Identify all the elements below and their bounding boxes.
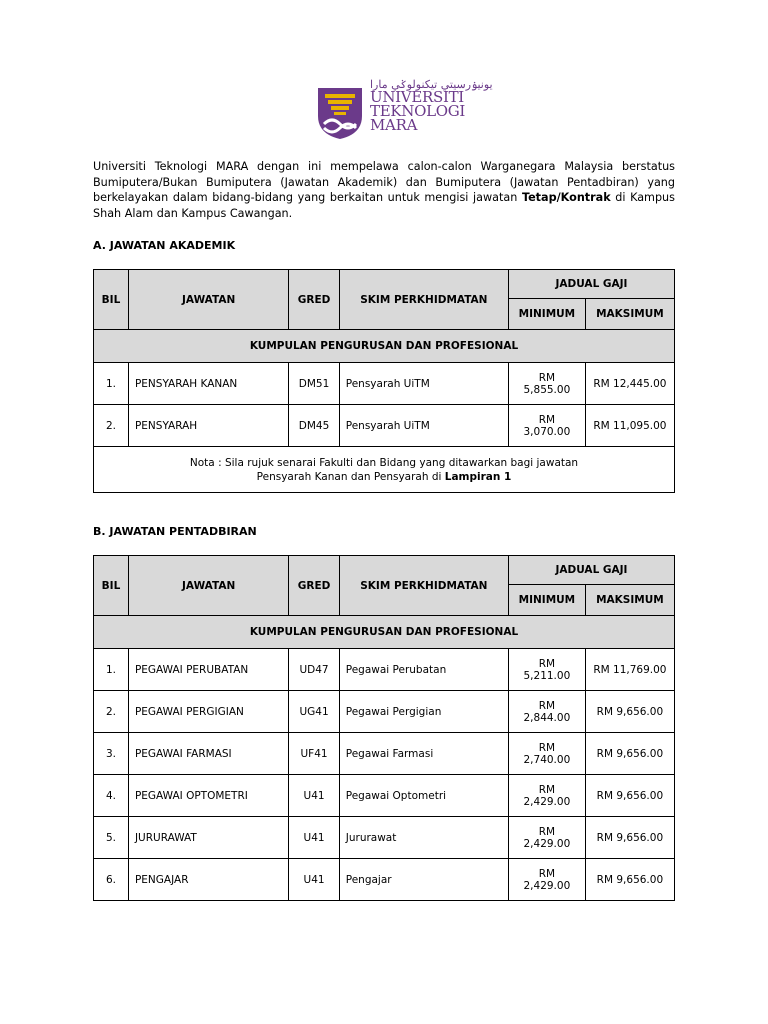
table-row: 1. PEGAWAI PERUBATAN UD47 Pegawai Perubatan RM 5,211.00 RM 11,769.00 (94, 649, 675, 691)
table-row: 2. PENSYARAH DM45 Pensyarah UiTM RM 3,070.00 RM 11,095.00 (94, 405, 675, 447)
col-header-skim: SKIM PERKHIDMATAN (339, 556, 508, 616)
table-row: 1. PENSYARAH KANAN DM51 Pensyarah UiTM RM 5,855.00 RM 12,445.00 (94, 363, 675, 405)
table-row: 4. PEGAWAI OPTOMETRI U41 Pegawai Optometri RM 2,429.00 RM 9,656.00 (94, 775, 675, 817)
group-header: KUMPULAN PENGURUSAN DAN PROFESIONAL (94, 330, 675, 363)
col-header-jadual-gaji: JADUAL GAJI (508, 556, 674, 585)
table-row: 6. PENGAJAR U41 Pengajar RM 2,429.00 RM 9,656.00 (94, 859, 675, 901)
table-row: 3. PEGAWAI FARMASI UF41 Pegawai Farmasi RM 2,740.00 RM 9,656.00 (94, 733, 675, 775)
table-row: 2. PEGAWAI PERGIGIAN UG41 Pegawai Pergigian RM 2,844.00 RM 9,656.00 (94, 691, 675, 733)
table-note: Nota : Sila rujuk senarai Fakulti dan Bidang yang ditawarkan bagi jawatan Pensyarah Kanan dan Pensyarah di Lampiran 1 (94, 447, 675, 493)
academic-positions-table (93, 269, 675, 493)
uitm-logo (316, 72, 493, 144)
logo-jawi-text: يونيۏرسيتي تيكنولوݢي مارا (370, 78, 493, 91)
section-b-title: B. JAWATAN PENTADBIRAN (93, 525, 257, 538)
uitm-crest-icon (316, 86, 364, 140)
col-header-skim: SKIM PERKHIDMATAN (339, 270, 508, 330)
col-header-jadual-gaji: JADUAL GAJI (508, 270, 674, 299)
col-header-minimum: MINIMUM (508, 299, 585, 330)
col-header-jawatan: JAWATAN (128, 556, 288, 616)
administrative-positions-table (93, 555, 675, 901)
intro-paragraph: Universiti Teknologi MARA dengan ini mempelawa calon-calon Warganegara Malaysia berstatus Bumiputera/Bukan Bumiputera (Jawatan Akademik) dan Bumiputera (Jawatan Pentadbiran) yang berkelayakan dalam bidang-bidang yang berkaitan untuk mengisi jawatan Tetap/Kontrak di Kampus Shah Alam dan Kampus Cawangan. (93, 160, 675, 220)
col-header-minimum: MINIMUM (508, 585, 585, 616)
col-header-jawatan: JAWATAN (128, 270, 288, 330)
col-header-gred: GRED (289, 270, 339, 330)
col-header-maksimum: MAKSIMUM (585, 299, 674, 330)
logo-wordmark: UNIVERSITI TEKNOLOGI MARA (370, 88, 466, 134)
table-row: 5. JURURAWAT U41 Jururawat RM 2,429.00 RM 9,656.00 (94, 817, 675, 859)
group-header: KUMPULAN PENGURUSAN DAN PROFESIONAL (94, 616, 675, 649)
col-header-gred: GRED (289, 556, 339, 616)
col-header-maksimum: MAKSIMUM (585, 585, 674, 616)
section-a-title: A. JAWATAN AKADEMIK (93, 239, 236, 252)
col-header-bil: BIL (94, 556, 129, 616)
col-header-bil: BIL (94, 270, 129, 330)
